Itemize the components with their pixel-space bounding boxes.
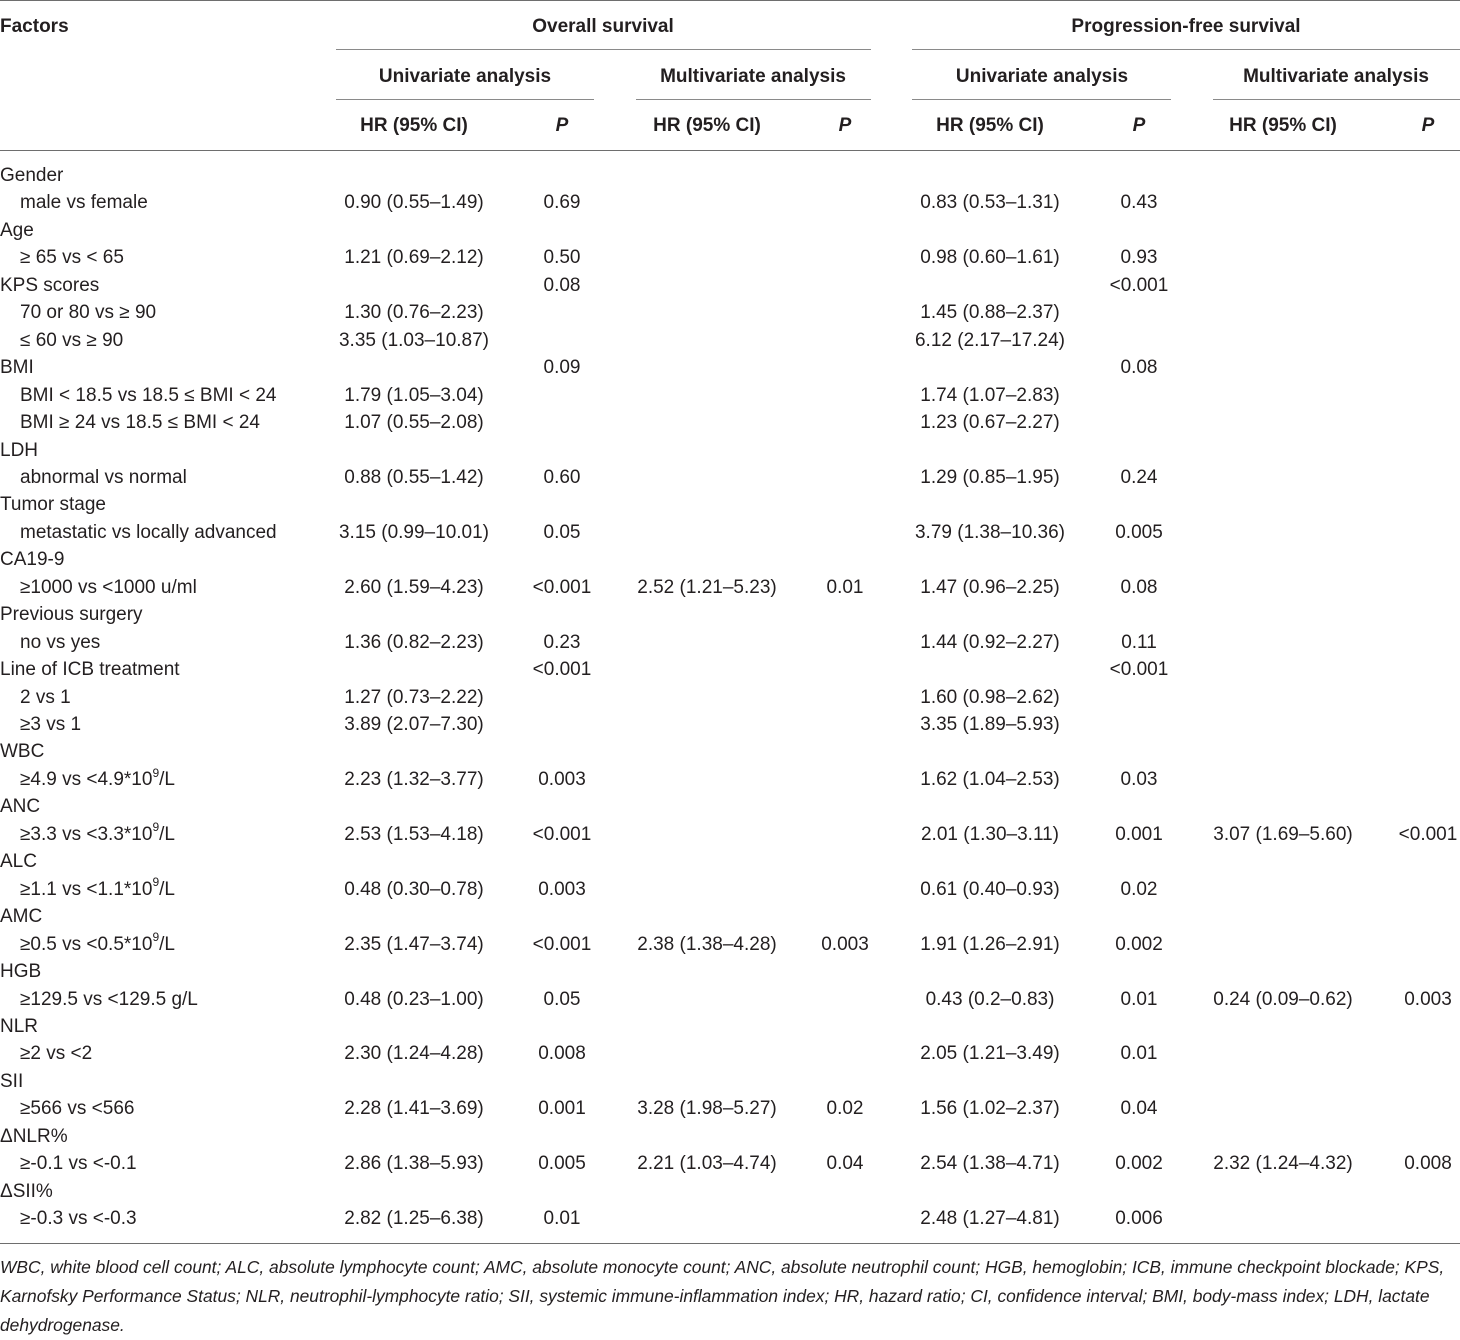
factor-label	[0, 357, 34, 379]
label-unit: /L	[159, 878, 175, 900]
label-text: 2 vs 1	[20, 686, 71, 708]
os-uni-hr-value: 3.15 (0.99–10.01)	[338, 521, 490, 543]
label-superscript: 9	[152, 930, 160, 945]
pfs-multi-p-value: <0.001	[1398, 823, 1458, 845]
factors-header: Factors	[0, 16, 69, 37]
factor-label	[0, 796, 40, 818]
pfs-uni-p-value: <0.001	[1109, 659, 1169, 681]
pfs-uni-hr-value: 0.98 (0.60–1.61)	[920, 247, 1060, 269]
os-uni-hr-value: 1.21 (0.69–2.12)	[344, 247, 484, 269]
comparison-label	[20, 1098, 134, 1120]
pfs-multi-p-header: P	[1421, 115, 1435, 136]
comparison-label	[20, 875, 175, 901]
label-text: Tumor stage	[0, 494, 106, 516]
os-uni-p-value: 0.05	[543, 988, 581, 1010]
factor-label	[0, 659, 180, 681]
label-text: HGB	[0, 961, 42, 983]
os-uni-p-value: 0.005	[538, 1153, 586, 1175]
pfs-uni-hr-value: 3.35 (1.89–5.93)	[920, 714, 1060, 735]
factor-label	[0, 741, 44, 763]
os-uni-hr-value: 2.60 (1.59–4.23)	[344, 576, 484, 598]
comparison-label	[20, 247, 124, 269]
pfs-uni-hr-value: 2.05 (1.21–3.49)	[920, 1043, 1060, 1065]
label-text: ≥ 65 vs < 65	[20, 247, 124, 269]
os-multi-hr-value: 2.38 (1.38–4.28)	[637, 933, 777, 955]
os-uni-p-value: 0.08	[543, 274, 581, 296]
comparison-label	[20, 1208, 137, 1230]
factor-label	[0, 275, 99, 297]
pfs-uni-p-value: 0.002	[1115, 1153, 1163, 1175]
factor-label	[0, 604, 143, 626]
os-multi-p-value: 0.003	[821, 933, 869, 955]
comparison-label	[20, 989, 198, 1011]
pfs-uni-p-value: 0.08	[1120, 357, 1158, 379]
os-uni-p-value: 0.008	[538, 1043, 586, 1065]
comparison-label	[20, 577, 197, 599]
label-text: ≤ 60 vs ≥ 90	[20, 329, 124, 351]
pfs-uni-hr-value: 1.45 (0.88–2.37)	[920, 302, 1060, 324]
pfs-uni-p-value: 0.93	[1120, 247, 1158, 269]
label-text: LDH	[0, 439, 39, 461]
os-uni-hr-value: 2.53 (1.53–4.18)	[344, 823, 484, 845]
overall-survival-header: Overall survival	[532, 16, 674, 37]
pfs-uni-hr-value: 0.43 (0.2–0.83)	[925, 988, 1055, 1010]
label-text: BMI	[0, 357, 34, 379]
os-uni-hr-value: 0.48 (0.30–0.78)	[344, 878, 484, 900]
pfs-uni-hr-value: 6.12 (2.17–17.24)	[914, 329, 1066, 351]
pfs-univariate-header: Univariate analysis	[955, 66, 1129, 87]
pfs-uni-p-value: 0.002	[1115, 933, 1163, 955]
progression-free-survival-header: Progression-free survival	[1071, 16, 1301, 37]
pfs-uni-p-value: 0.01	[1120, 988, 1158, 1010]
os-uni-p-value: 0.09	[543, 357, 581, 379]
factor-label	[0, 1126, 68, 1148]
pfs-uni-hr-value: 1.91 (1.26–2.91)	[920, 933, 1060, 955]
pfs-multi-hr-value: 0.24 (0.09–0.62)	[1213, 988, 1353, 1010]
os-uni-hr-value: 0.88 (0.55–1.42)	[344, 466, 484, 488]
os-uni-rule	[336, 99, 594, 100]
pfs-uni-p-value: 0.03	[1120, 768, 1158, 790]
os-multi-hr-value: 2.21 (1.03–4.74)	[637, 1153, 777, 1175]
label-text: male vs female	[20, 192, 148, 214]
comparison-label	[20, 385, 277, 407]
factor-label	[0, 961, 41, 983]
factor-label	[0, 1071, 23, 1093]
label-text: ≥4.9 vs <4.9*10	[20, 768, 153, 790]
label-text: ΔSII%	[0, 1180, 53, 1202]
os-uni-hr-value: 2.86 (1.38–5.93)	[344, 1153, 484, 1175]
factor-label	[0, 165, 63, 187]
pfs-uni-hr-value: 1.23 (0.67–2.27)	[920, 412, 1060, 434]
factor-label	[0, 220, 34, 242]
factor-label	[0, 1181, 53, 1203]
os-multi-p-header: P	[838, 115, 852, 136]
label-text: ANC	[0, 796, 41, 818]
label-text: AMC	[0, 906, 43, 928]
os-multi-hr-value: 3.28 (1.98–5.27)	[637, 1098, 777, 1120]
os-multi-p-value: 0.01	[826, 576, 864, 598]
label-text: BMI ≥ 24 vs 18.5 ≤ BMI < 24	[20, 412, 260, 434]
label-unit: /L	[159, 823, 175, 845]
pfs-uni-hr-value: 1.60 (0.98–2.62)	[920, 686, 1060, 708]
os-multi-p-value: 0.02	[826, 1098, 864, 1120]
label-text: ≥129.5 vs <129.5 g/L	[20, 988, 198, 1010]
pfs-group-rule	[912, 49, 1460, 50]
os-uni-hr-value: 1.79 (1.05–3.04)	[344, 384, 484, 406]
comparison-label	[20, 467, 187, 489]
pfs-uni-hr-value: 1.44 (0.92–2.27)	[920, 631, 1060, 653]
factor-label	[0, 440, 38, 462]
pfs-multi-rule	[1213, 99, 1460, 100]
os-multivariate-header: Multivariate analysis	[660, 66, 846, 87]
os-uni-hr-value: 1.07 (0.55–2.08)	[344, 412, 484, 434]
label-text: ≥566 vs <566	[20, 1098, 135, 1120]
label-unit: /L	[159, 933, 175, 955]
table-bottom-rule	[0, 1243, 1460, 1244]
os-multi-hr-header: HR (95% CI)	[653, 115, 761, 136]
label-text: ≥1000 vs <1000 u/ml	[20, 576, 197, 598]
os-uni-p-value: 0.60	[543, 466, 581, 488]
pfs-uni-hr-value: 2.01 (1.30–3.11)	[920, 823, 1060, 845]
label-text: abnormal vs normal	[20, 466, 187, 488]
pfs-uni-hr-value: 1.62 (1.04–2.53)	[920, 768, 1060, 790]
label-text: BMI < 18.5 vs 18.5 ≤ BMI < 24	[20, 384, 277, 406]
label-superscript: 9	[152, 875, 160, 890]
os-uni-hr-value: 3.35 (1.03–10.87)	[338, 329, 490, 351]
pfs-uni-hr-value: 1.29 (0.85–1.95)	[920, 466, 1060, 488]
pfs-uni-p-value: 0.02	[1120, 878, 1158, 900]
comparison-label	[20, 687, 71, 709]
os-uni-p-header: P	[555, 115, 569, 136]
os-uni-hr-value: 2.23 (1.32–3.77)	[344, 768, 484, 790]
os-uni-p-value: 0.003	[538, 768, 586, 790]
os-uni-hr-value: 1.27 (0.73–2.22)	[344, 686, 484, 708]
factor-label	[0, 851, 37, 873]
pfs-multi-p-value: 0.003	[1404, 988, 1452, 1010]
factor-label	[0, 494, 106, 516]
pfs-multi-hr-value: 2.32 (1.24–4.32)	[1213, 1153, 1353, 1175]
pfs-uni-p-value: 0.006	[1115, 1208, 1163, 1230]
pfs-uni-p-value: 0.11	[1121, 631, 1157, 653]
label-text: 70 or 80 vs ≥ 90	[20, 302, 157, 324]
label-text: NLR	[0, 1015, 39, 1037]
pfs-uni-hr-value: 3.79 (1.38–10.36)	[914, 521, 1066, 543]
pfs-uni-hr-value: 1.47 (0.96–2.25)	[920, 576, 1060, 598]
label-text: ALC	[0, 851, 37, 873]
pfs-uni-hr-value: 2.48 (1.27–4.81)	[920, 1208, 1060, 1230]
os-group-rule	[336, 49, 871, 50]
os-uni-p-value: 0.50	[543, 247, 581, 269]
label-text: ≥-0.1 vs <-0.1	[20, 1153, 137, 1175]
pfs-uni-p-header: P	[1132, 115, 1146, 136]
pfs-uni-p-value: 0.001	[1115, 823, 1163, 845]
pfs-uni-rule	[912, 99, 1171, 100]
label-text: KPS scores	[0, 274, 100, 296]
top-rule	[0, 0, 1460, 1]
os-multi-rule	[636, 99, 871, 100]
label-superscript: 9	[152, 820, 160, 835]
pfs-uni-p-value: 0.04	[1120, 1098, 1158, 1120]
pfs-uni-hr-value: 0.83 (0.53–1.31)	[920, 192, 1060, 214]
comparison-label	[20, 1153, 137, 1175]
comparison-label	[20, 412, 260, 434]
os-uni-p-value: 0.69	[543, 192, 581, 214]
pfs-uni-p-value: 0.08	[1120, 576, 1158, 598]
label-text: Gender	[0, 165, 64, 186]
label-text: ≥0.5 vs <0.5*10	[20, 933, 153, 955]
factor-label	[0, 906, 42, 928]
pfs-uni-hr-value: 1.56 (1.02–2.37)	[920, 1098, 1060, 1120]
pfs-uni-p-value: 0.01	[1120, 1043, 1158, 1065]
label-text: ΔNLR%	[0, 1125, 68, 1147]
os-uni-p-value: 0.003	[538, 878, 586, 900]
os-uni-p-value: <0.001	[532, 659, 592, 681]
os-uni-hr-header: HR (95% CI)	[360, 115, 468, 136]
factor-label	[0, 549, 64, 571]
pfs-uni-p-value: <0.001	[1109, 274, 1169, 296]
table-footnote: WBC, white blood cell count; ALC, absolute lymphocyte count; AMC, absolute monocyte count; ANC, absolute neutrophil count; HGB, hemoglobin; ICB, immune checkpoint blockade; KPS, Karnofsky Performance Status; NLR, neutrophil-lymphocyte ratio; SII, systemic immune-inflammation index; HR, hazard ratio; CI, confidence interval; BMI, body-mass index; LDH, lactate dehydrogenase.	[0, 1257, 1445, 1335]
label-text: ≥2 vs <2	[20, 1043, 93, 1065]
os-uni-p-value: <0.001	[532, 933, 592, 955]
os-uni-hr-value: 3.89 (2.07–7.30)	[344, 714, 484, 735]
comparison-label	[20, 192, 148, 214]
os-uni-hr-value: 1.36 (0.82–2.23)	[344, 631, 484, 653]
os-uni-p-value: 0.05	[543, 521, 581, 543]
label-text: ≥3.3 vs <3.3*10	[20, 823, 153, 845]
label-text: ≥-0.3 vs <-0.3	[20, 1208, 137, 1230]
comparison-label	[20, 632, 100, 654]
os-uni-p-value: 0.001	[538, 1098, 586, 1120]
os-univariate-header: Univariate analysis	[378, 66, 552, 87]
os-uni-p-value: 0.01	[543, 1208, 581, 1230]
label-text: Age	[0, 219, 34, 241]
pfs-uni-p-value: 0.24	[1120, 466, 1158, 488]
pfs-uni-hr-value: 2.54 (1.38–4.71)	[920, 1153, 1060, 1175]
os-uni-hr-value: 2.82 (1.25–6.38)	[344, 1208, 484, 1230]
comparison-label	[20, 330, 123, 352]
os-multi-hr-value: 2.52 (1.21–5.23)	[637, 576, 777, 598]
comparison-label	[20, 820, 175, 846]
label-text: SII	[0, 1070, 24, 1092]
pfs-uni-hr-value: 1.74 (1.07–2.83)	[920, 384, 1060, 406]
label-text: Previous surgery	[0, 604, 143, 626]
label-text: ≥3 vs 1	[20, 714, 82, 735]
pfs-multivariate-header: Multivariate analysis	[1243, 66, 1429, 87]
factor-label	[0, 1016, 38, 1038]
pfs-multi-hr-header: HR (95% CI)	[1229, 115, 1337, 136]
os-uni-p-value: <0.001	[532, 576, 592, 598]
comparison-label	[20, 765, 175, 791]
comparison-label	[20, 302, 156, 324]
os-uni-hr-value: 1.30 (0.76–2.23)	[344, 302, 484, 324]
os-uni-hr-value: 2.30 (1.24–4.28)	[344, 1043, 484, 1065]
pfs-uni-hr-value: 0.61 (0.40–0.93)	[920, 878, 1060, 900]
label-text: CA19-9	[0, 549, 65, 571]
comparison-label	[20, 1043, 92, 1065]
label-unit: /L	[159, 768, 175, 790]
label-superscript: 9	[152, 765, 160, 780]
os-uni-hr-value: 0.90 (0.55–1.49)	[344, 192, 484, 214]
os-uni-p-value: 0.23	[543, 631, 581, 653]
pfs-uni-hr-header: HR (95% CI)	[936, 115, 1044, 136]
label-text: Line of ICB treatment	[0, 659, 180, 681]
os-multi-p-value: 0.04	[826, 1153, 864, 1175]
label-text: metastatic vs locally advanced	[20, 521, 277, 543]
os-uni-hr-value: 0.48 (0.23–1.00)	[344, 988, 484, 1010]
os-uni-p-value: <0.001	[532, 823, 592, 845]
label-text: WBC	[0, 741, 45, 763]
label-text: no vs yes	[20, 631, 101, 653]
label-text: ≥1.1 vs <1.1*10	[20, 878, 153, 900]
pfs-uni-p-value: 0.43	[1120, 192, 1158, 214]
os-uni-hr-value: 2.28 (1.41–3.69)	[344, 1098, 484, 1120]
comparison-label	[20, 522, 277, 544]
pfs-multi-hr-value: 3.07 (1.69–5.60)	[1213, 823, 1353, 845]
pfs-uni-p-value: 0.005	[1115, 521, 1163, 543]
os-uni-hr-value: 2.35 (1.47–3.74)	[344, 933, 484, 955]
header-bottom-rule	[0, 150, 1460, 151]
pfs-multi-p-value: 0.008	[1404, 1153, 1452, 1175]
comparison-label	[20, 930, 175, 956]
comparison-label	[20, 714, 81, 736]
